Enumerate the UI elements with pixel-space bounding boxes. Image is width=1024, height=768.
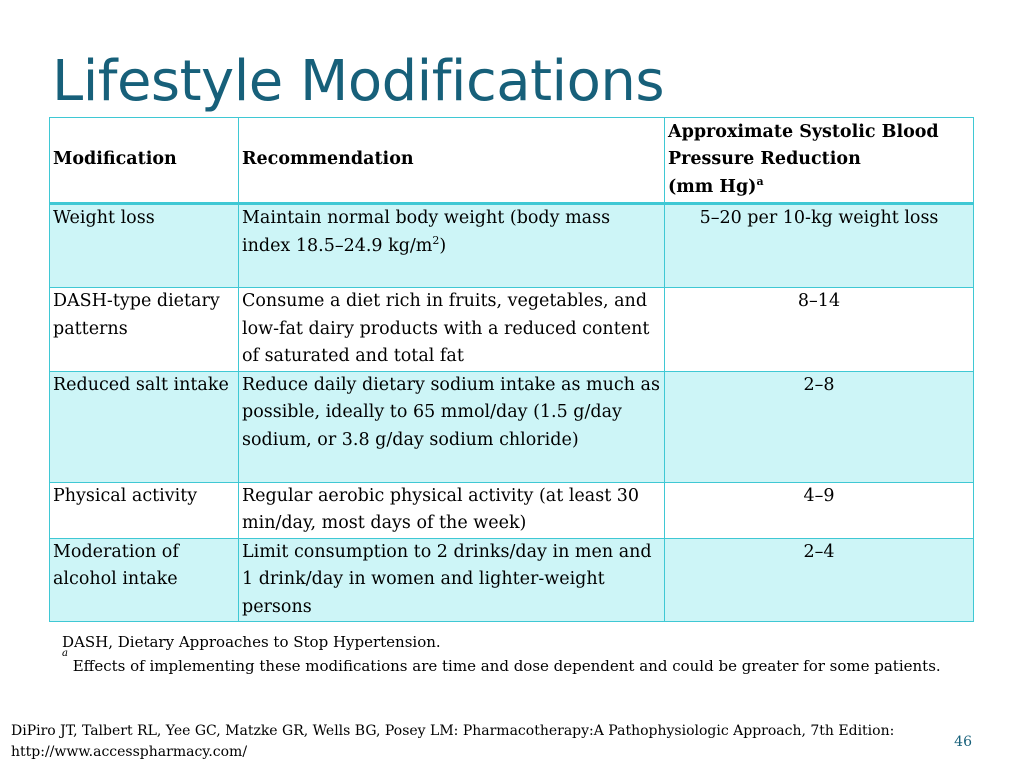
table-row	[50, 288, 974, 372]
cell-modification: DASH-type dietary patterns	[50, 288, 239, 372]
table-row	[50, 204, 974, 288]
cell-reduction: 2–8	[665, 371, 974, 482]
cell-recommendation: Limit consumption to 2 drinks/day in men and 1 drink/day in women and lighter-weight persons	[239, 538, 665, 622]
cell-modification: Reduced salt intake	[50, 371, 239, 482]
cell-reduction: 2–4	[665, 538, 974, 622]
header-reduction	[665, 118, 974, 204]
footnote-a-mark: a	[62, 648, 68, 659]
header-reduction-line3: (mm Hg)	[668, 176, 757, 197]
footnote-dash: DASH, Dietary Approaches to Stop Hypertension.	[62, 633, 441, 651]
cell-modification: Moderation of alcohol intake	[50, 538, 239, 622]
header-reduction-footnote-mark: a	[756, 174, 764, 188]
cell-reduction: 4–9	[665, 482, 974, 538]
table-row	[50, 482, 974, 538]
footnote-a	[62, 648, 962, 678]
table-row	[50, 538, 974, 622]
slide-number: 46	[954, 734, 972, 750]
table-footnotes	[62, 630, 962, 678]
citation-url: http://www.accesspharmacy.com/	[11, 744, 248, 760]
header-reduction-line1: Approximate Systolic Blood	[668, 121, 939, 142]
recommendation-tail: )	[439, 235, 447, 256]
header-reduction-line2: Pressure Reduction	[668, 149, 861, 170]
header-modification: Modification	[50, 118, 239, 204]
header-recommendation: Recommendation	[239, 118, 665, 204]
cell-recommendation	[239, 204, 665, 288]
citation-line1: DiPiro JT, Talbert RL, Yee GC, Matzke GR, Wells BG, Posey LM: Pharmacotherapy:A Pathophysiologic Approach, 7th Edition:	[11, 723, 895, 739]
cell-recommendation: Consume a diet rich in fruits, vegetables, and low-fat dairy products with a reduced content of saturated and total fat	[239, 288, 665, 372]
slide-title: Lifestyle Modifications	[52, 49, 665, 114]
cell-modification: Physical activity	[50, 482, 239, 538]
cell-reduction: 8–14	[665, 288, 974, 372]
footnote-a-text: Effects of implementing these modifications are time and dose dependent and could be greater for some patients.	[67, 657, 941, 675]
cell-reduction: 5–20 per 10-kg weight loss	[665, 204, 974, 288]
lifestyle-modifications-table	[49, 117, 974, 622]
cell-modification: Weight loss	[50, 204, 239, 288]
cell-recommendation: Regular aerobic physical activity (at least 30 min/day, most days of the week)	[239, 482, 665, 538]
source-citation	[11, 721, 951, 763]
superscript-squared: 2	[432, 233, 440, 247]
recommendation-text: Maintain normal body weight (body mass index 18.5–24.9 kg/m	[242, 208, 611, 256]
cell-recommendation: Reduce daily dietary sodium intake as much as possible, ideally to 65 mmol/day (1.5 g/day sodium, or 3.8 g/day sodium chloride)	[239, 371, 665, 482]
table-header-row	[50, 118, 974, 204]
table-row	[50, 371, 974, 482]
